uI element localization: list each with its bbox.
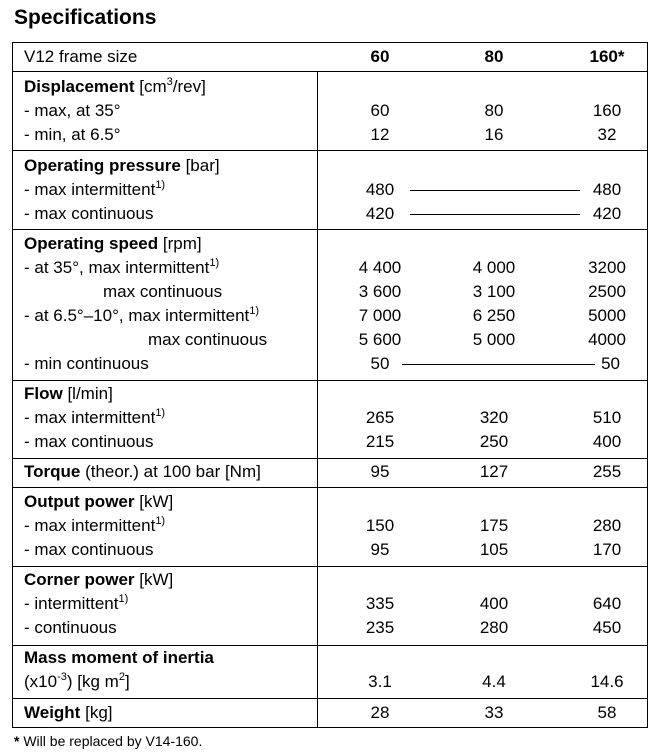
speed-65-intermittent-label: - at 6.5°–10°, max intermittent$^{1)}$ [24, 305, 260, 325]
value-cell: 640 [592, 594, 622, 613]
value-cell: 250 [479, 432, 509, 451]
corner-intermittent-label: - intermittent$^{1)}$ [24, 593, 129, 613]
value-cell: 95 [370, 462, 390, 481]
row-divider [12, 380, 648, 381]
value-cell: 400 [592, 432, 622, 451]
column-header-160: 160* [589, 47, 625, 66]
value-cell: 400 [479, 594, 509, 613]
value-cell: 4000 [588, 330, 626, 349]
value-cell: 255 [592, 462, 622, 481]
value-cell: 510 [592, 408, 622, 427]
value-cell: 95 [370, 540, 390, 559]
corner-power-heading: Corner power [kW] [24, 570, 174, 589]
value-cell: 32 [597, 125, 617, 144]
flow-intermittent-label: - max intermittent$^{1)}$ [24, 407, 166, 427]
weight-heading: Weight [kg] [24, 703, 113, 722]
value-cell: 420 [365, 204, 395, 223]
value-cell: 160 [592, 101, 622, 120]
value-cell: 3.1 [368, 672, 392, 691]
value-cell: 4 400 [358, 258, 402, 277]
column-header-60: 60 [370, 47, 390, 66]
row-divider [12, 487, 648, 488]
flow-continuous-label: - max continuous [24, 432, 154, 451]
pressure-intermittent-label: - max intermittent$^{1)}$ [24, 179, 166, 199]
value-cell: 170 [592, 540, 622, 559]
page-title: Specifications [14, 6, 157, 29]
row-divider [12, 566, 648, 567]
inertia-unit-label: $(x10^{-3})$ [kg $m^2$] [24, 671, 130, 691]
value-cell: 280 [592, 516, 622, 535]
speed-35-continuous-label: max continuous [103, 282, 223, 301]
value-cell: 420 [592, 204, 622, 223]
value-cell: 2500 [588, 282, 626, 301]
value-cell: 127 [479, 462, 509, 481]
value-cell: 4.4 [482, 672, 506, 691]
output-power-heading: Output power [kW] [24, 492, 174, 511]
frame-size-label: V12 frame size [24, 47, 138, 66]
value-cell: 50 [601, 354, 620, 373]
value-cell: 3 100 [472, 282, 516, 301]
column-header-80: 80 [484, 47, 504, 66]
value-cell: 335 [365, 594, 395, 613]
value-cell: 450 [592, 618, 622, 637]
value-cell: 14.6 [590, 672, 624, 691]
value-cell: 33 [484, 703, 504, 722]
row-divider [12, 150, 648, 151]
value-cell: 320 [479, 408, 509, 427]
footnote: * Will be replaced by V14-160. [14, 733, 203, 749]
value-cell: 5000 [588, 306, 626, 325]
value-cell: 7 000 [358, 306, 402, 325]
row-divider [12, 645, 648, 646]
speed-min-label: - min continuous [24, 354, 149, 373]
row-divider [12, 458, 648, 459]
speed-65-continuous-label: max continuous [148, 330, 268, 349]
range-line [410, 214, 580, 215]
row-divider [12, 698, 648, 699]
value-cell: 480 [365, 180, 395, 199]
pressure-heading: Operating pressure [bar] [24, 156, 220, 175]
value-cell: 12 [370, 125, 390, 144]
inertia-heading: Mass moment of inertia [24, 648, 214, 667]
value-cell: 5 000 [472, 330, 516, 349]
speed-35-intermittent-label: - at 35°, max intermittent$^{1)}$ [24, 257, 220, 277]
value-cell: 3 600 [358, 282, 402, 301]
value-cell: 150 [365, 516, 395, 535]
value-cell: 5 600 [358, 330, 402, 349]
value-cell: 280 [479, 618, 509, 637]
value-cell: 28 [370, 703, 390, 722]
value-cell: 215 [365, 432, 395, 451]
row-divider [12, 71, 648, 72]
value-cell: 16 [484, 125, 504, 144]
value-cell: 105 [479, 540, 509, 559]
row-divider [12, 229, 648, 230]
value-cell: 175 [479, 516, 509, 535]
value-cell: 235 [365, 618, 395, 637]
displacement-max-label: - max, at 35° [24, 101, 121, 120]
value-cell: 6 250 [472, 306, 516, 325]
speed-heading: Operating speed [rpm] [24, 234, 202, 253]
value-cell: 265 [365, 408, 395, 427]
displacement-heading: Displacement $[cm^3/rev]$ [24, 76, 206, 96]
output-intermittent-label: - max intermittent$^{1)}$ [24, 515, 166, 535]
value-cell: 80 [484, 101, 504, 120]
corner-continuous-label: - continuous [24, 618, 117, 637]
column-divider [317, 71, 318, 728]
value-cell: 3200 [588, 258, 626, 277]
value-cell: 58 [597, 703, 617, 722]
displacement-min-label: - min, at 6.5° [24, 125, 121, 144]
torque-heading: Torque (theor.) at 100 bar [Nm] [24, 462, 261, 481]
flow-heading: Flow [l/min] [24, 384, 113, 403]
value-cell: 50 [370, 354, 390, 373]
value-cell: 60 [370, 101, 390, 120]
pressure-continuous-label: - max continuous [24, 204, 154, 223]
range-line [410, 190, 580, 191]
value-cell: 4 000 [472, 258, 516, 277]
output-continuous-label: - max continuous [24, 540, 154, 559]
value-cell: 480 [592, 180, 622, 199]
